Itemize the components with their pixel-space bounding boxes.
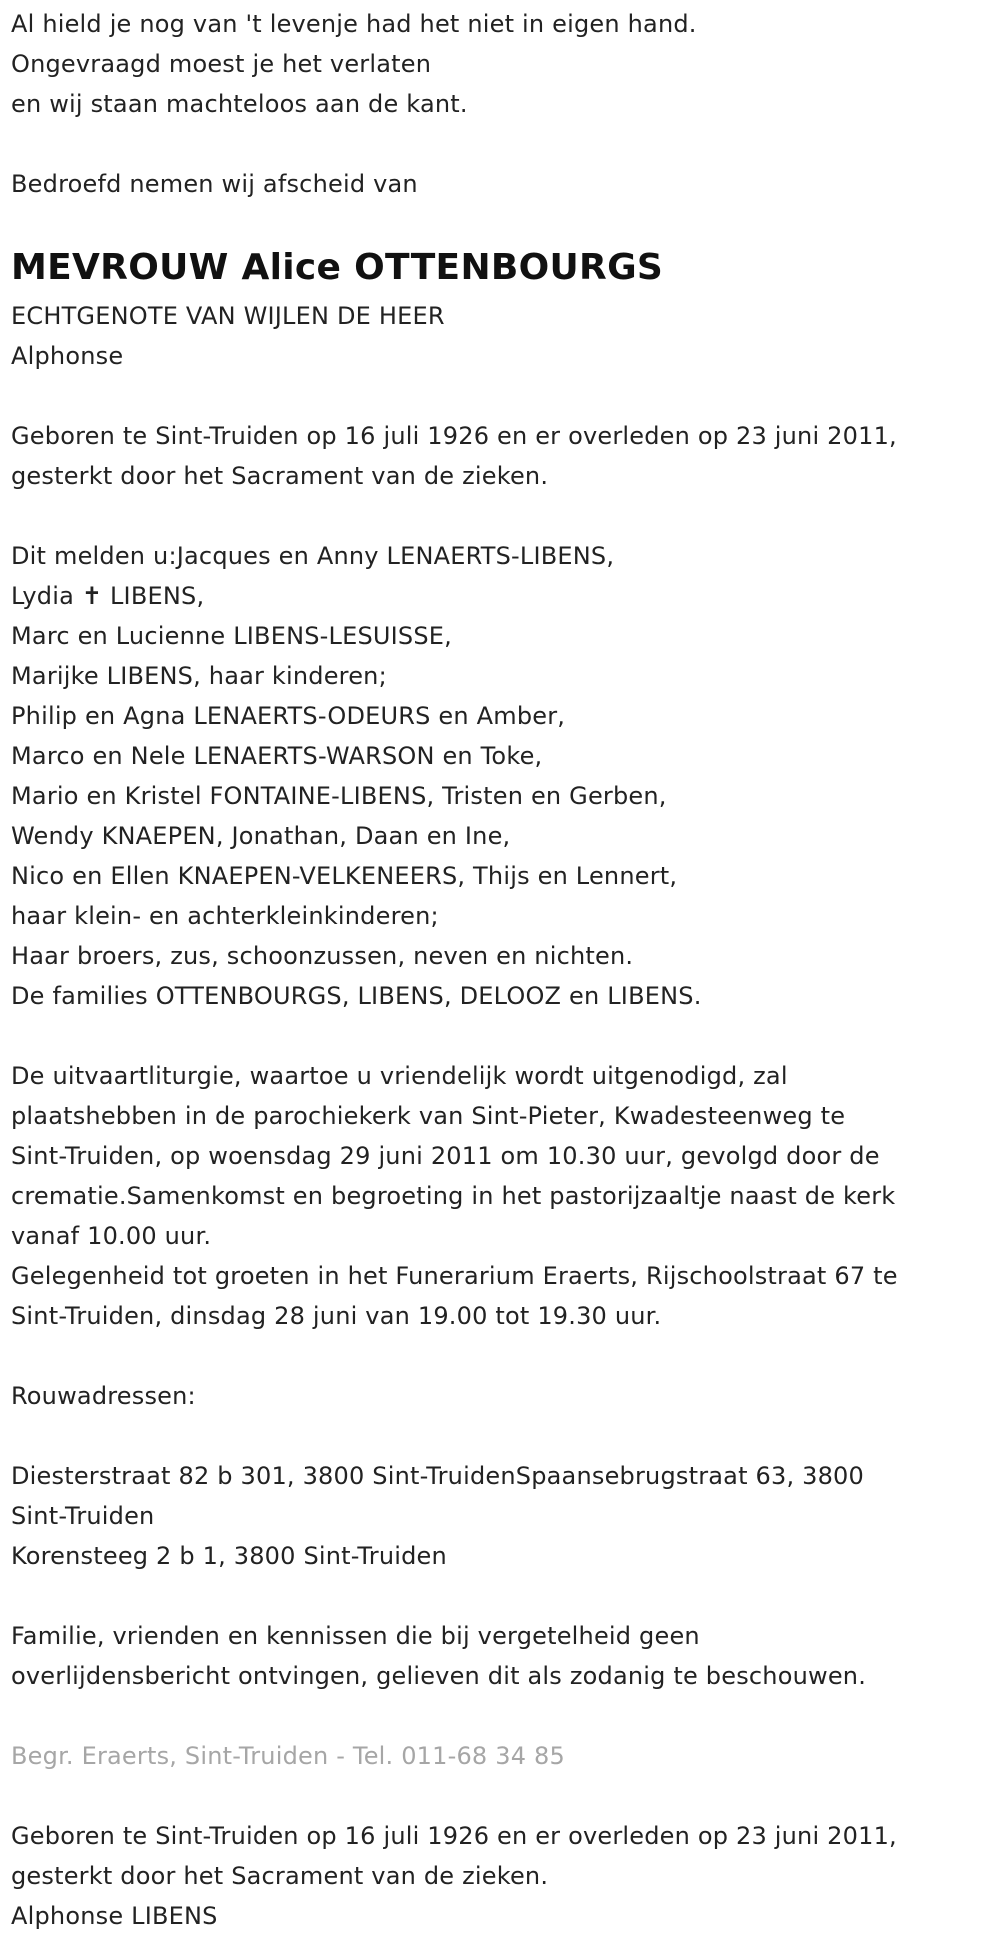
birth-death-line: gesterkt door het Sacrament van de zieken. bbox=[11, 462, 549, 490]
funeral-line: Gelegenheid tot groeten in het Funerarium Eraerts, Rijschoolstraat 67 te bbox=[11, 1262, 898, 1290]
family-list bbox=[11, 536, 1000, 1016]
notice bbox=[11, 1616, 1000, 1696]
address-line: Korensteeg 2 b 1, 3800 Sint-Truiden bbox=[11, 1542, 447, 1570]
family-line: Mario en Kristel FONTAINE-LIBENS, Tristen en Gerben, bbox=[11, 782, 667, 810]
spacer bbox=[11, 496, 1000, 536]
funeral-line: plaatshebben in de parochiekerk van Sint-Pieter, Kwadesteenweg te bbox=[11, 1102, 846, 1130]
family-line: Dit melden u:Jacques en Anny LENAERTS-LIBENS, bbox=[11, 542, 615, 570]
funeral-line: Sint-Truiden, dinsdag 28 juni van 19.00 tot 19.30 uur. bbox=[11, 1302, 662, 1330]
addresses-heading: Rouwadressen: bbox=[11, 1382, 196, 1410]
poem-line: Ongevraagd moest je het verlaten bbox=[11, 50, 432, 78]
poem-line: Al hield je nog van 't levenje had het niet in eigen hand. bbox=[11, 10, 697, 38]
address-line: Diesterstraat 82 b 301, 3800 Sint-TruidenSpaansebrugstraat 63, 3800 bbox=[11, 1462, 864, 1490]
poem-line: en wij staan machteloos aan de kant. bbox=[11, 90, 468, 118]
notice-line: Familie, vrienden en kennissen die bij vergetelheid geen bbox=[11, 1622, 700, 1650]
family-line-lydia bbox=[11, 576, 1000, 616]
spacer bbox=[11, 1416, 1000, 1456]
funeral-line: crematie.Samenkomst en begroeting in het pastorijzaaltje naast de kerk bbox=[11, 1182, 896, 1210]
addresses-list bbox=[11, 1456, 1000, 1576]
funeral-line: Sint-Truiden, op woensdag 29 juni 2011 om 10.30 uur, gevolgd door de bbox=[11, 1142, 880, 1170]
family-line: Nico en Ellen KNAEPEN-VELKENEERS, Thijs en Lennert, bbox=[11, 862, 678, 890]
notice-line: overlijdensbericht ontvingen, gelieven dit als zodanig te beschouwen. bbox=[11, 1662, 867, 1690]
spacer bbox=[11, 124, 1000, 164]
family-line: De families OTTENBOURGS, LIBENS, DELOOZ en LIBENS. bbox=[11, 982, 702, 1010]
spacer bbox=[11, 1776, 1000, 1816]
spouse-first-name: Alphonse bbox=[11, 342, 124, 370]
funeral-line: vanaf 10.00 uur. bbox=[11, 1222, 212, 1250]
funeral-line: De uitvaartliturgie, waartoe u vriendelijk wordt uitgenodigd, zal bbox=[11, 1062, 788, 1090]
birth-death-line: Geboren te Sint-Truiden op 16 juli 1926 en er overleden op 23 juni 2011, bbox=[11, 422, 897, 450]
spacer bbox=[11, 1576, 1000, 1616]
relation-title: ECHTGENOTE VAN WIJLEN DE HEER bbox=[11, 302, 445, 330]
lydia-last-name: LIBENS, bbox=[109, 582, 205, 610]
undertaker-info: Begr. Eraerts, Sint-Truiden - Tel. 011-68 34 85 bbox=[11, 1742, 565, 1770]
family-line: Wendy KNAEPEN, Jonathan, Daan en Ine, bbox=[11, 822, 511, 850]
family-line: Philip en Agna LENAERTS-ODEURS en Amber, bbox=[11, 702, 566, 730]
cross-icon: ✝ bbox=[81, 582, 103, 610]
footer-line: Alphonse LIBENS bbox=[11, 1902, 218, 1930]
spacer bbox=[11, 204, 1000, 242]
family-line: Marco en Nele LENAERTS-WARSON en Toke, bbox=[11, 742, 543, 770]
deceased-name: MEVROUW Alice OTTENBOURGS bbox=[11, 247, 664, 288]
family-line: Haar broers, zus, schoonzussen, neven en nichten. bbox=[11, 942, 634, 970]
lydia-first-name: Lydia bbox=[11, 582, 74, 610]
footer-info bbox=[11, 1816, 1000, 1936]
intro-text: Bedroefd nemen wij afscheid van bbox=[11, 170, 418, 198]
spacer bbox=[11, 1336, 1000, 1376]
birth-death-info bbox=[11, 416, 1000, 496]
family-line: haar klein- en achterkleinkinderen; bbox=[11, 902, 439, 930]
family-line: Marijke LIBENS, haar kinderen; bbox=[11, 662, 387, 690]
spacer bbox=[11, 1016, 1000, 1056]
footer-line: Geboren te Sint-Truiden op 16 juli 1926 en er overleden op 23 juni 2011, bbox=[11, 1822, 897, 1850]
spacer bbox=[11, 1696, 1000, 1736]
footer-line: gesterkt door het Sacrament van de zieken. bbox=[11, 1862, 549, 1890]
poem bbox=[11, 4, 1000, 124]
family-line: Marc en Lucienne LIBENS-LESUISSE, bbox=[11, 622, 452, 650]
funeral-info bbox=[11, 1056, 1000, 1336]
spacer bbox=[11, 376, 1000, 416]
address-line: Sint-Truiden bbox=[11, 1502, 155, 1530]
